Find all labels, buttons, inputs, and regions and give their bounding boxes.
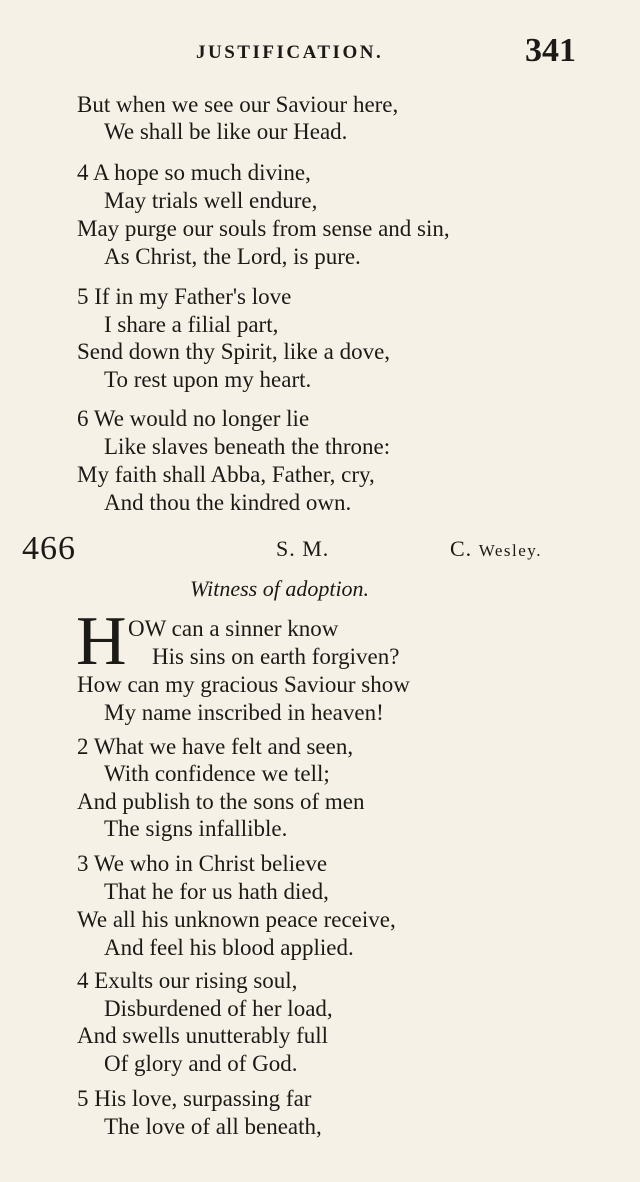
verse-line: OW can a sinner know xyxy=(128,616,339,641)
hymn-subtitle: Witness of adoption. xyxy=(190,576,370,601)
verse-line: And thou the kindred own. xyxy=(104,490,352,515)
verse-line: Of glory and of God. xyxy=(104,1051,298,1076)
verse-line: 4 A hope so much divine, xyxy=(77,160,311,185)
hymn-number: 466 xyxy=(22,530,76,567)
verse-line: How can my gracious Saviour show xyxy=(77,672,410,697)
verse-line: His sins on earth forgiven? xyxy=(152,644,400,669)
author-name: Wesley. xyxy=(478,541,542,560)
verse-line: 5 If in my Father's love xyxy=(77,284,292,309)
verse-line: And publish to the sons of men xyxy=(77,789,365,814)
verse-line: As Christ, the Lord, is pure. xyxy=(104,244,361,269)
verse-line: 3 We who in Christ believe xyxy=(77,851,328,876)
running-header: JUSTIFICATION. xyxy=(196,42,384,63)
verse-line: But when we see our Saviour here, xyxy=(77,92,399,117)
verse-line: Disburdened of her load, xyxy=(104,996,333,1021)
author-initial: C. xyxy=(450,536,473,561)
hymn-author xyxy=(450,536,542,562)
verse-line: Like slaves beneath the throne: xyxy=(104,434,391,459)
verse-line: We all his unknown peace receive, xyxy=(77,907,396,932)
verse-line: With confidence we tell; xyxy=(104,761,330,786)
drop-cap: H xyxy=(76,603,127,680)
verse-line: Send down thy Spirit, like a dove, xyxy=(77,339,391,364)
verse-line: 4 Exults our rising soul, xyxy=(77,968,298,993)
verse-line: The love of all beneath, xyxy=(104,1114,322,1139)
verse-line: 2 What we have felt and seen, xyxy=(77,734,354,759)
verse-line: To rest upon my heart. xyxy=(104,367,312,392)
verse-line: I share a filial part, xyxy=(104,312,279,337)
verse-line: 5 His love, surpassing far xyxy=(77,1086,312,1111)
verse-line: We shall be like our Head. xyxy=(104,119,348,144)
hymn-meter: S. M. xyxy=(276,536,330,561)
verse-line: My name inscribed in heaven! xyxy=(104,700,384,725)
verse-line: My faith shall Abba, Father, cry, xyxy=(77,462,375,487)
verse-line: May trials well endure, xyxy=(104,188,318,213)
verse-line: And feel his blood applied. xyxy=(104,935,354,960)
verse-line: And swells unutterably full xyxy=(77,1023,329,1048)
verse-line: The signs infallible. xyxy=(104,816,288,841)
page-number: 341 xyxy=(525,32,576,69)
verse-line: May purge our souls from sense and sin, xyxy=(77,216,450,241)
verse-line: 6 We would no longer lie xyxy=(77,406,310,431)
verse-line: That he for us hath died, xyxy=(104,879,329,904)
